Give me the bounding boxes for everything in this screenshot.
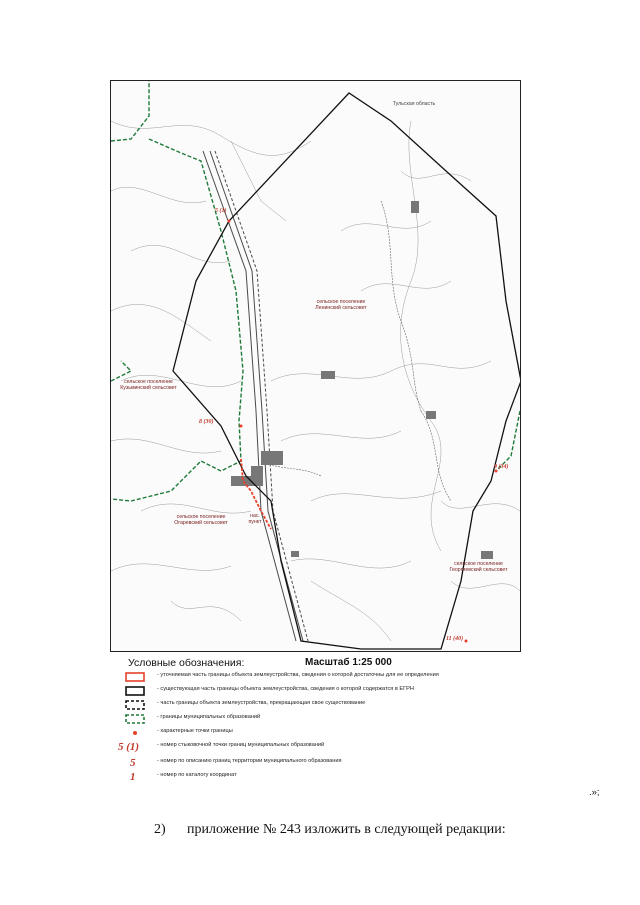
closing-quote: .»; [589, 787, 600, 798]
region-label-lenin: сельское поселение Ленинский сельсовет [315, 299, 367, 311]
legend-item [118, 713, 548, 725]
legend-item [118, 685, 548, 697]
legend-title: Условные обозначения: [128, 657, 245, 669]
region-label-ogarev: сельское поселение Огаревский сельсовет [174, 514, 228, 526]
legend-symbol: 5 (1) [118, 741, 140, 753]
municipal-boundaries [111, 81, 520, 501]
settlements [231, 201, 493, 559]
paragraph-text: приложение № 243 изложить в следующей редакции: [187, 822, 506, 837]
map-figure [110, 80, 521, 652]
dashed-green-rect-icon [118, 713, 156, 725]
point-label: 8 (30) [199, 419, 214, 425]
dashed-black-rect-icon [118, 699, 156, 711]
region-label-small: нас. пункт [248, 513, 262, 525]
legend-text: - существующая часть границы объекта землеустройства, сведения о которой содержатся в ЕГРН [157, 686, 414, 692]
red-dot-icon [118, 727, 156, 739]
scale-label: Масштаб 1:25 000 [305, 657, 392, 668]
legend-symbol: 5 [130, 757, 136, 769]
region-label-kuzmin: сельское поселение Кузьминский сельсовет [120, 379, 177, 391]
legend-item [118, 741, 548, 753]
region-label-georgiev: сельское поселение Георгиевский сельсовет [449, 561, 508, 573]
black-rect-icon [118, 685, 156, 697]
legend-text: - часть границы объекта землеустройства, прекращающая свое существование [157, 700, 366, 706]
legend-text: - уточняемая часть границы объекта землеустройства, сведения о которой достаточны для ее определения [157, 672, 439, 678]
region-label-tula: Тульская область [392, 101, 436, 107]
point-label: 5 (1) [215, 208, 227, 214]
legend-item [118, 671, 548, 683]
legend-item [118, 727, 548, 739]
legend-text: - номер стыковочной точки границ муниципальных образований [157, 742, 325, 748]
red-rect-icon [118, 671, 156, 683]
legend-text: - номер по каталогу координат [157, 772, 237, 778]
point-label: 11 (40) [446, 636, 464, 642]
legend-item [118, 699, 548, 711]
legend-item [118, 771, 548, 783]
legend-text: - характерные точки границы [157, 728, 233, 734]
point-label: 9 (34) [494, 464, 509, 470]
streams [261, 201, 451, 501]
legend-item [118, 757, 548, 769]
legend-symbol: 1 [130, 771, 136, 783]
paragraph-number: 2) [154, 822, 166, 837]
legend-text: - номер по описанию границ территории муниципального образования [157, 758, 342, 764]
legend-text: - границы муниципальных образований [157, 714, 261, 720]
